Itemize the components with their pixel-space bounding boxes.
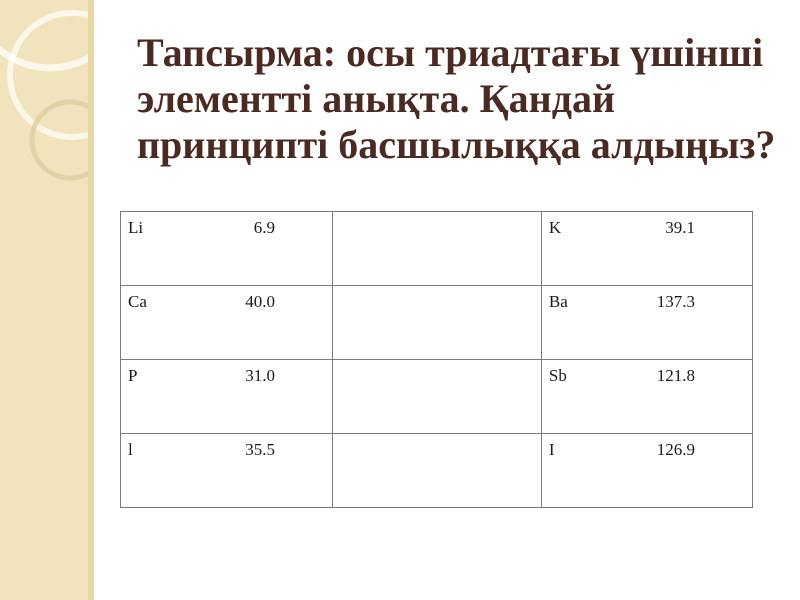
table-row	[121, 286, 753, 360]
element-symbol: Ca	[128, 292, 147, 311]
table-cell	[541, 286, 752, 360]
title-bold: Тапсырма:	[137, 30, 337, 75]
table-cell	[541, 360, 752, 434]
atomic-mass: 31.0	[245, 366, 275, 385]
atomic-mass: 35.5	[245, 440, 275, 459]
atomic-mass: 126.9	[656, 440, 695, 459]
triads-table	[120, 211, 753, 508]
empty-cell	[332, 212, 541, 286]
empty-cell	[332, 286, 541, 360]
element-symbol: Ba	[548, 292, 568, 311]
atomic-mass: 137.3	[656, 292, 695, 311]
table-row	[121, 212, 753, 286]
decorative-sidebar	[0, 0, 88, 600]
element-symbol: I	[548, 440, 555, 459]
table-cell	[541, 212, 752, 286]
empty-cell	[332, 360, 541, 434]
table-cell	[121, 434, 333, 508]
element-symbol: Li	[128, 218, 144, 237]
atomic-mass: 39.1	[665, 218, 695, 237]
decorative-rings	[0, 0, 88, 600]
slide-title	[137, 30, 777, 168]
table-cell	[121, 360, 333, 434]
table-cell	[121, 212, 333, 286]
element-symbol: l	[128, 440, 133, 459]
table-cell	[541, 434, 752, 508]
atomic-mass: 40.0	[245, 292, 275, 311]
atomic-mass: 121.8	[656, 366, 695, 385]
table-cell	[121, 286, 333, 360]
element-symbol: P	[128, 366, 138, 385]
element-symbol: Sb	[548, 366, 567, 385]
title-text: осы триадтағы үшінші элементті анықта. Қандай принципті басшылыққа алдыңыз?	[137, 30, 776, 167]
empty-cell	[332, 434, 541, 508]
element-symbol: K	[548, 218, 562, 237]
sidebar-edge	[88, 0, 94, 600]
atomic-mass: 6.9	[253, 218, 275, 237]
table-row	[121, 360, 753, 434]
table-row	[121, 434, 753, 508]
